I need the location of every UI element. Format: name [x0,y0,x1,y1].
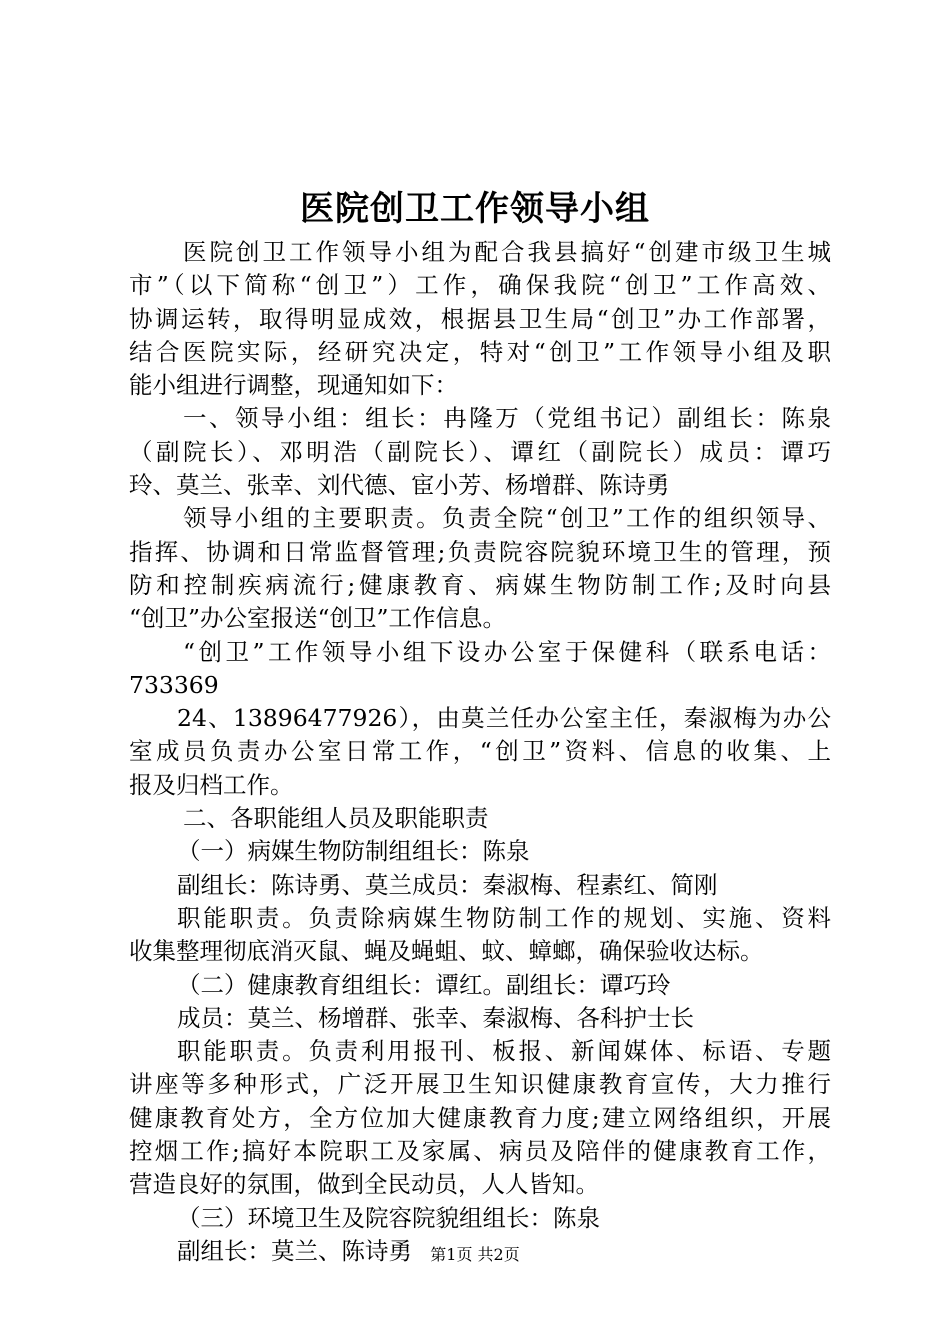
body-line: 成员：莫兰、杨增群、张幸、秦淑梅、各科护士长 [177,1003,694,1032]
body-line: “创卫”办公室报送“创卫”工作信息。 [129,604,507,633]
body-line: 收集整理彻底消灭鼠、蝇及蝇蛆、蚊、蟑螂，确保验收达标。 [129,937,764,966]
body-line: 营造良好的氛围，做到全民动员，人人皆知。 [129,1170,599,1199]
body-line: 二、各职能组人员及职能职责 [183,804,489,833]
body-line: 领导小组的主要职责。负责全院“创卫”工作的组织领导、 [183,504,831,533]
body-line: 市”（以下简称“创卫”）工作，确保我院“创卫”工作高效、 [129,271,831,300]
body-line: （副院长）、邓明浩（副院长）、谭红（副院长）成员：谭巧 [129,437,831,466]
body-line: 副组长：陈诗勇、莫兰成员：秦淑梅、程素红、简刚 [177,870,718,899]
body-line: 报及归档工作。 [129,770,294,799]
body-line: 医院创卫工作领导小组为配合我县搞好“创建市级卫生城 [183,238,831,266]
body-line: 能小组进行调整，现通知如下： [129,371,458,400]
body-line: 结合医院实际，经研究决定，特对“创卫”工作领导小组及职 [129,337,831,366]
body-line: 副组长：莫兰、陈诗勇 [177,1236,412,1265]
body-line: 防和控制疾病流行;健康教育、病媒生物防制工作;及时向县 [129,570,831,599]
body-line: 一、领导小组：组长：冉隆万（党组书记）副组长：陈泉 [183,404,831,433]
body-line: 指挥、协调和日常监督管理;负责院容院貌环境卫生的管理，预 [129,537,831,566]
body-line: 室成员负责办公室日常工作，“创卫”资料、信息的收集、上 [129,737,831,766]
body-line: 讲座等多种形式，广泛开展卫生知识健康教育宣传，大力推行 [129,1070,831,1099]
body-line: 玲、莫兰、张幸、刘代德、宦小芳、杨增群、陈诗勇 [129,471,670,500]
document-body [129,236,831,1268]
body-line: 健康教育处方，全方位加大健康教育力度;建立网络组织，开展 [129,1103,831,1132]
body-line: （一）病媒生物防制组组长：陈泉 [177,837,530,866]
document-title: 医院创卫工作领导小组 [300,189,650,229]
body-line: （二）健康教育组组长：谭红。副组长：谭巧玲 [177,970,671,999]
body-line: “创卫”工作领导小组下设办公室于保健科（联系电话： [183,637,831,666]
body-line: 控烟工作;搞好本院职工及家属、病员及陪伴的健康教育工作， [129,1137,831,1166]
body-line: （三）环境卫生及院容院貌组组长：陈泉 [177,1203,600,1232]
body-line: 职能职责。负责除病媒生物防制工作的规划、实施、资料 [177,903,831,932]
body-line: 职能职责。负责利用报刊、板报、新闻媒体、标语、专题 [177,1037,831,1066]
page-footer: 第1页 共2页 [430,1245,520,1264]
body-line: 协调运转，取得明显成效，根据县卫生局“创卫”办工作部署， [129,304,831,333]
body-line: 733369 [129,670,219,699]
body-line: 24、13896477926），由莫兰任办公室主任，秦淑梅为办公 [177,704,831,733]
